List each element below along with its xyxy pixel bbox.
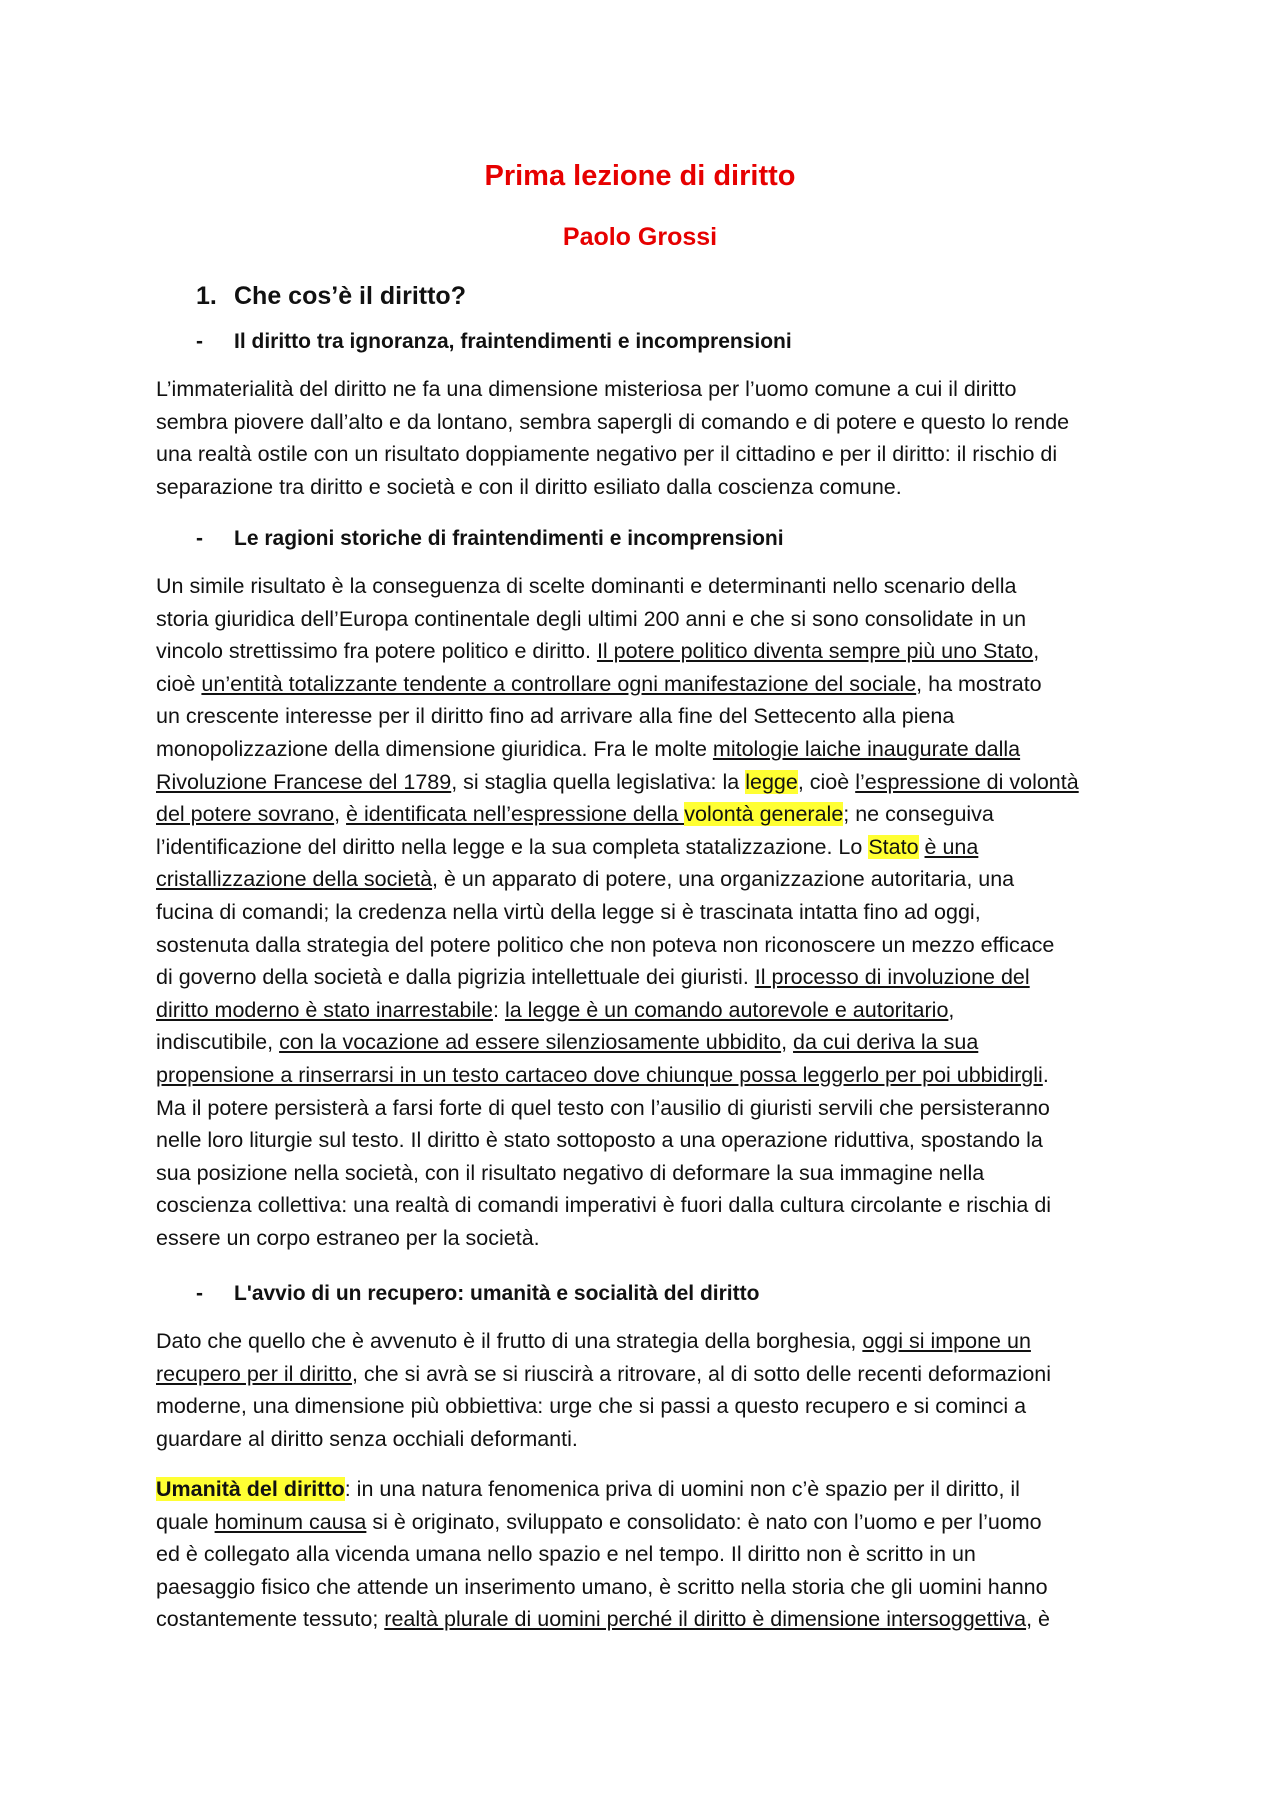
subheading-3 [196, 1282, 759, 1306]
text-line: sembra piovere dall’alto e da lontano, sembra sapergli di comando e di potere e questo lo rende [156, 409, 1070, 434]
text-run: vincolo strettissimo fra potere politico e diritto. [156, 639, 597, 664]
text-line [156, 1603, 1136, 1636]
underlined-text: è identificata nell’espressione della [346, 802, 685, 827]
paragraph-2 [156, 570, 1136, 1254]
text-line [156, 831, 1136, 864]
text-run: monopolizzazione della dimensione giuridica. Fra le molte [156, 736, 713, 761]
underlined-text: recupero per il diritto [156, 1361, 352, 1386]
text-line: nelle loro liturgie sul testo. Il diritto è stato sottoposto a una operazione riduttiva, spostando la [156, 1128, 1043, 1153]
text-run: . [1042, 1062, 1049, 1087]
text-run: : [493, 997, 505, 1022]
text-line: guardare al diritto senza occhiali deformanti. [156, 1426, 578, 1451]
text-line: essere un corpo estraneo per la società. [156, 1225, 540, 1250]
underlined-text: mitologie laiche inaugurate dalla [712, 736, 1021, 761]
text-run: , è [1026, 1607, 1050, 1632]
text-run: , [948, 997, 955, 1022]
text-run: costantemente tessuto; [156, 1607, 385, 1632]
underlined-text: propensione a rinserrarsi in un testo cartaceo dove chiunque possa leggerlo per poi ubbidirgli [156, 1062, 1043, 1087]
highlighted-text: volontà generale [684, 802, 844, 827]
underlined-text: Il potere politico diventa sempre più uno Stato [596, 639, 1034, 664]
subheading-dash: - [196, 527, 203, 550]
text-line: storia giuridica dell’Europa continentale degli ultimi 200 anni e che si sono consolidate in un [156, 606, 1027, 631]
text-run: l’identificazione del diritto nella legge e la sua completa statalizzazione. Lo [156, 834, 869, 859]
text-line [156, 1325, 1136, 1358]
paragraph-4 [156, 1473, 1136, 1636]
text-line [156, 1026, 1136, 1059]
text-run: , ha mostrato [916, 671, 1042, 696]
subheading-text: L'avvio di un recupero: umanità e socialità del diritto [234, 1282, 760, 1305]
text-line [156, 994, 1136, 1027]
text-line: separazione tra diritto e società e con il diritto esiliato dalla coscienza comune. [156, 474, 902, 499]
text-line [156, 1358, 1136, 1391]
text-run: , è un apparato di potere, una organizzazione autoritaria, una [432, 867, 1015, 892]
text-run: , si staglia quella legislativa: la [451, 769, 746, 794]
text-line: fucina di comandi; la credenza nella virtù della legge si è trascinata intatta fino ad oggi, [156, 899, 981, 924]
text-run: , [334, 802, 347, 827]
text-run: , che si avrà se si riuscirà a ritrovare, al di sotto delle recenti deformazioni [351, 1361, 1052, 1386]
underlined-text: la legge è un comando autorevole e autoritario [504, 997, 949, 1022]
paragraph-3 [156, 1325, 1136, 1455]
text-line: sostenuta dalla strategia del potere politico che non poteva non riconoscere un mezzo efficace [156, 932, 1055, 957]
highlighted-text: Stato [868, 834, 919, 859]
paragraph-1 [156, 373, 1136, 503]
underlined-text: da cui deriva la sua [793, 1030, 979, 1055]
text-run: ; ne conseguiva [843, 802, 994, 827]
subheading-2 [196, 527, 784, 551]
text-line: Ma il potere persisterà a farsi forte di quel testo con l’ausilio di giuristi servili che persisteranno [156, 1095, 1050, 1120]
text-run: indiscutibile, [156, 1030, 280, 1055]
text-run: , [1033, 639, 1040, 664]
text-line: paesaggio fisico che attende un inserimento umano, è scritto nella storia che gli uomini hanno [156, 1574, 1048, 1599]
text-line: sua posizione nella società, con il risultato negativo di deformare la sua immagine nella [156, 1160, 985, 1185]
text-line [156, 668, 1136, 701]
highlighted-bold-text: Umanità del diritto [156, 1477, 345, 1501]
underlined-text: un’entità totalizzante tendente a controllare ogni manifestazione del sociale [201, 671, 917, 696]
text-line [156, 798, 1136, 831]
text-line [156, 766, 1136, 799]
underlined-text: cristallizzazione della società [156, 867, 433, 892]
text-line: un crescente interesse per il diritto fino ad arrivare alla fine del Settecento alla piena [156, 704, 955, 729]
underlined-text: è una [924, 834, 979, 859]
underlined-text: diritto moderno è stato inarrestabile [156, 997, 494, 1022]
text-run: di governo della società e dalla pigrizia intellettuale dei giuristi. [156, 965, 755, 990]
subheading-1 [196, 330, 792, 354]
section-heading [196, 282, 466, 311]
text-line: coscienza collettiva: una realtà di comandi imperativi è fuori dalla cultura circolante e rischia di [156, 1193, 1052, 1218]
document-title: Prima lezione di diritto [484, 160, 796, 192]
text-run: Dato che quello che è avvenuto è il frutto di una strategia della borghesia, [156, 1329, 863, 1353]
underlined-text: con la vocazione ad essere silenziosamente ubbidito [279, 1030, 782, 1055]
text-line: una realtà ostile con un risultato doppiamente negativo per il cittadino e per il diritto: il rischio di [156, 442, 1058, 467]
subheading-dash: - [196, 1282, 203, 1305]
text-line [156, 1506, 1136, 1539]
text-run: si è originato, sviluppato e consolidato: è nato con l’uomo e per l’uomo [366, 1509, 1042, 1534]
text-line [156, 961, 1136, 994]
underlined-text: hominum causa [214, 1509, 367, 1534]
underlined-text: l’espressione di volontà [855, 769, 1079, 794]
text-run: : in una natura fenomenica priva di uomini non c’è spazio per il diritto, il [344, 1477, 1020, 1501]
text-line [156, 635, 1136, 668]
text-run: cioè [156, 671, 202, 696]
text-line [156, 1473, 1136, 1506]
subheading-dash: - [196, 330, 203, 353]
text-line: L’immaterialità del diritto ne fa una dimensione misteriosa per l’uomo comune a cui il diritto [156, 377, 1017, 401]
underlined-text: Rivoluzione Francese del 1789 [156, 769, 452, 794]
underlined-text: Il processo di involuzione del [754, 965, 1030, 990]
text-run: , cioè [797, 769, 856, 794]
underlined-text: oggi si impone un [862, 1329, 1031, 1353]
section-number: 1. [196, 282, 217, 310]
underlined-text: del potere sovrano [156, 802, 335, 827]
text-run: , [781, 1030, 794, 1055]
subheading-text: Le ragioni storiche di fraintendimenti e incomprensioni [234, 527, 784, 550]
document-author: Paolo Grossi [562, 223, 718, 251]
highlighted-text: legge [745, 769, 798, 794]
text-line [156, 863, 1136, 896]
underlined-text: realtà plurale di uomini perché il diritto è dimensione intersoggettiva [384, 1607, 1027, 1632]
text-line [156, 733, 1136, 766]
subheading-text: Il diritto tra ignoranza, fraintendimenti e incomprensioni [234, 330, 792, 353]
text-line: Un simile risultato è la conseguenza di scelte dominanti e determinanti nello scenario della [156, 574, 1017, 598]
text-run: quale [156, 1509, 215, 1534]
section-heading-text: Che cos’è il diritto? [234, 282, 466, 310]
text-line: moderne, una dimensione più obbiettiva: urge che si passi a questo recupero e si cominci a [156, 1394, 1027, 1419]
text-line: ed è collegato alla vicenda umana nello spazio e nel tempo. Il diritto non è scritto in un [156, 1542, 976, 1567]
text-line [156, 1059, 1136, 1092]
